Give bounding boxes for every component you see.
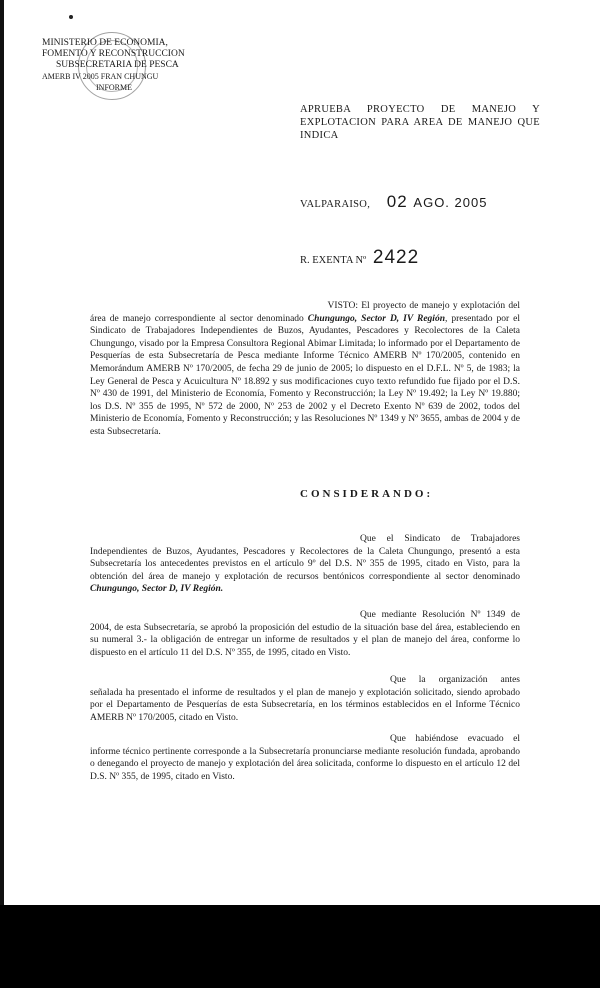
scan-edge (0, 0, 4, 905)
date-month-year: AGO. 2005 (413, 195, 488, 210)
considerando-paragraph-1 (90, 533, 520, 596)
paragraph-1b: Chungungo, Sector D, IV Región. (90, 584, 224, 595)
scan-bottom-border (0, 905, 600, 988)
visto-section (90, 300, 520, 439)
resolution-number: 2422 (372, 247, 420, 268)
visto-paragraph (90, 300, 520, 439)
place-date-line (300, 192, 487, 212)
considerando-paragraph-2 (90, 609, 520, 659)
letterhead-informe: INFORME (96, 83, 133, 92)
date-day: 02 (386, 192, 408, 211)
considerando-paragraph-4 (90, 733, 520, 783)
paragraph-3: Que la organización antes señalada ha presentado el informe de resultados y el plan de manejo y explotación solicitado, siendo aprobado por el Departamento de Pesquerías de esta Subsecretaría, en los términos establecidos en el Informe Técnico AMERB Nº 170/2005, citado en Visto. (90, 675, 520, 723)
paragraph-2-text (90, 609, 520, 659)
letterhead-ministry: MINISTERIO DE ECONOMIA, (42, 38, 168, 48)
paragraph-4-text (90, 733, 520, 783)
letterhead-subsecretaria: SUBSECRETARIA DE PESCA (56, 60, 179, 70)
resolution-no-label: Nº (355, 255, 367, 266)
paragraph-1a: Que el Sindicato de Trabajadores Independientes de Buzos, Ayudantes, Pescadores y Recolectores de la Caleta Chungungo, presentó a esta Subsecretaría los antecedentes previstos en el artículo 9º del D.S. Nº 355 de 1995, citado en Visto, para la obtención del área de manejo y explotación de recursos bentónicos correspondiente al sector denominado (90, 534, 520, 582)
visto-sector: Chungungo, Sector D, IV Región (307, 313, 445, 324)
paragraph-4: Que habiéndose evacuado el informe técnico pertinente corresponde a la Subsecretaría pronunciarse mediante resolución fundada, aprobando o denegando el proyecto de manejo y explotación del área solicitada, conforme lo dispuesto en el artículo 12 del D.S. Nº 355, de 1995, citado en Visto. (90, 734, 520, 782)
place-city: VALPARAISO, (300, 199, 371, 210)
resolution-subject: APRUEBA PROYECTO DE MANEJO Y EXPLOTACION PARA AREA DE MANEJO QUE INDICA (300, 104, 540, 141)
date-stamp (387, 192, 488, 211)
visto-text-1: El proyecto de manejo y explotación del área de manejo correspondiente al sector denominado (90, 301, 521, 324)
paragraph-3-text (90, 674, 520, 724)
letterhead-fomento: FOMENTO Y RECONSTRUCCION (42, 49, 185, 59)
paragraph-1-text (90, 533, 520, 596)
visto-lead: VISTO: (327, 301, 358, 311)
scan-dot (69, 15, 73, 19)
considerando-heading: CONSIDERANDO: (300, 488, 434, 500)
resolution-label: R. EXENTA (300, 255, 353, 266)
visto-text-2: , presentado por el Sindicato de Trabajadores Independientes de Buzos, Ayudantes, Pescadores y Recolectores de la Caleta Chungungo, visado por la Empresa Consultora Regional Abimar Limitada; lo informado por el Departamento de Pesquerías de esta Subsecretaría de Pesca mediante Informe Técnico AMERB Nº 170/2005, contenido en Memorándum AMERB Nº 170/2005, de fecha 29 de junio de 2005; lo dispuesto en el D.F.L. Nº 5, de 1983; la Ley General de Pesca y Acuicultura Nº 18.892 y sus modificaciones cuyo texto refundido fue fijado por el D.S. Nº 430 de 1991, del Ministerio de Economía, Fomento y Reconstrucción; la Ley Nº 19.492; la Ley Nº 19.880; los D.S. Nº 355 de 1995, Nº 572 de 2000, Nº 253 de 2002 y el Decreto Exento Nº 639 de 2002, todos del Ministerio de Economía, Fomento y Reconstrucción; y las Resoluciones Nº 1349 y Nº 3655, ambas de 2004 y de esta Subsecretaría. (90, 313, 520, 437)
letterhead-reference: AMERB IV 2005 FRAN CHUNGU (42, 72, 159, 81)
considerando-paragraph-3 (90, 674, 520, 724)
resolution-line (300, 247, 419, 269)
paragraph-2: Que mediante Resolución Nº 1349 de 2004, de esta Subsecretaría, se aprobó la proposición del estudio de la situación base del área, estableciendo en su numeral 3.- la obligación de entregar un informe de resultados y el plan de manejo del área, conforme lo dispuesto en el artículo 11 del D.S. Nº 355, de 1995, citado en Visto. (90, 610, 520, 658)
letterhead (42, 38, 192, 93)
